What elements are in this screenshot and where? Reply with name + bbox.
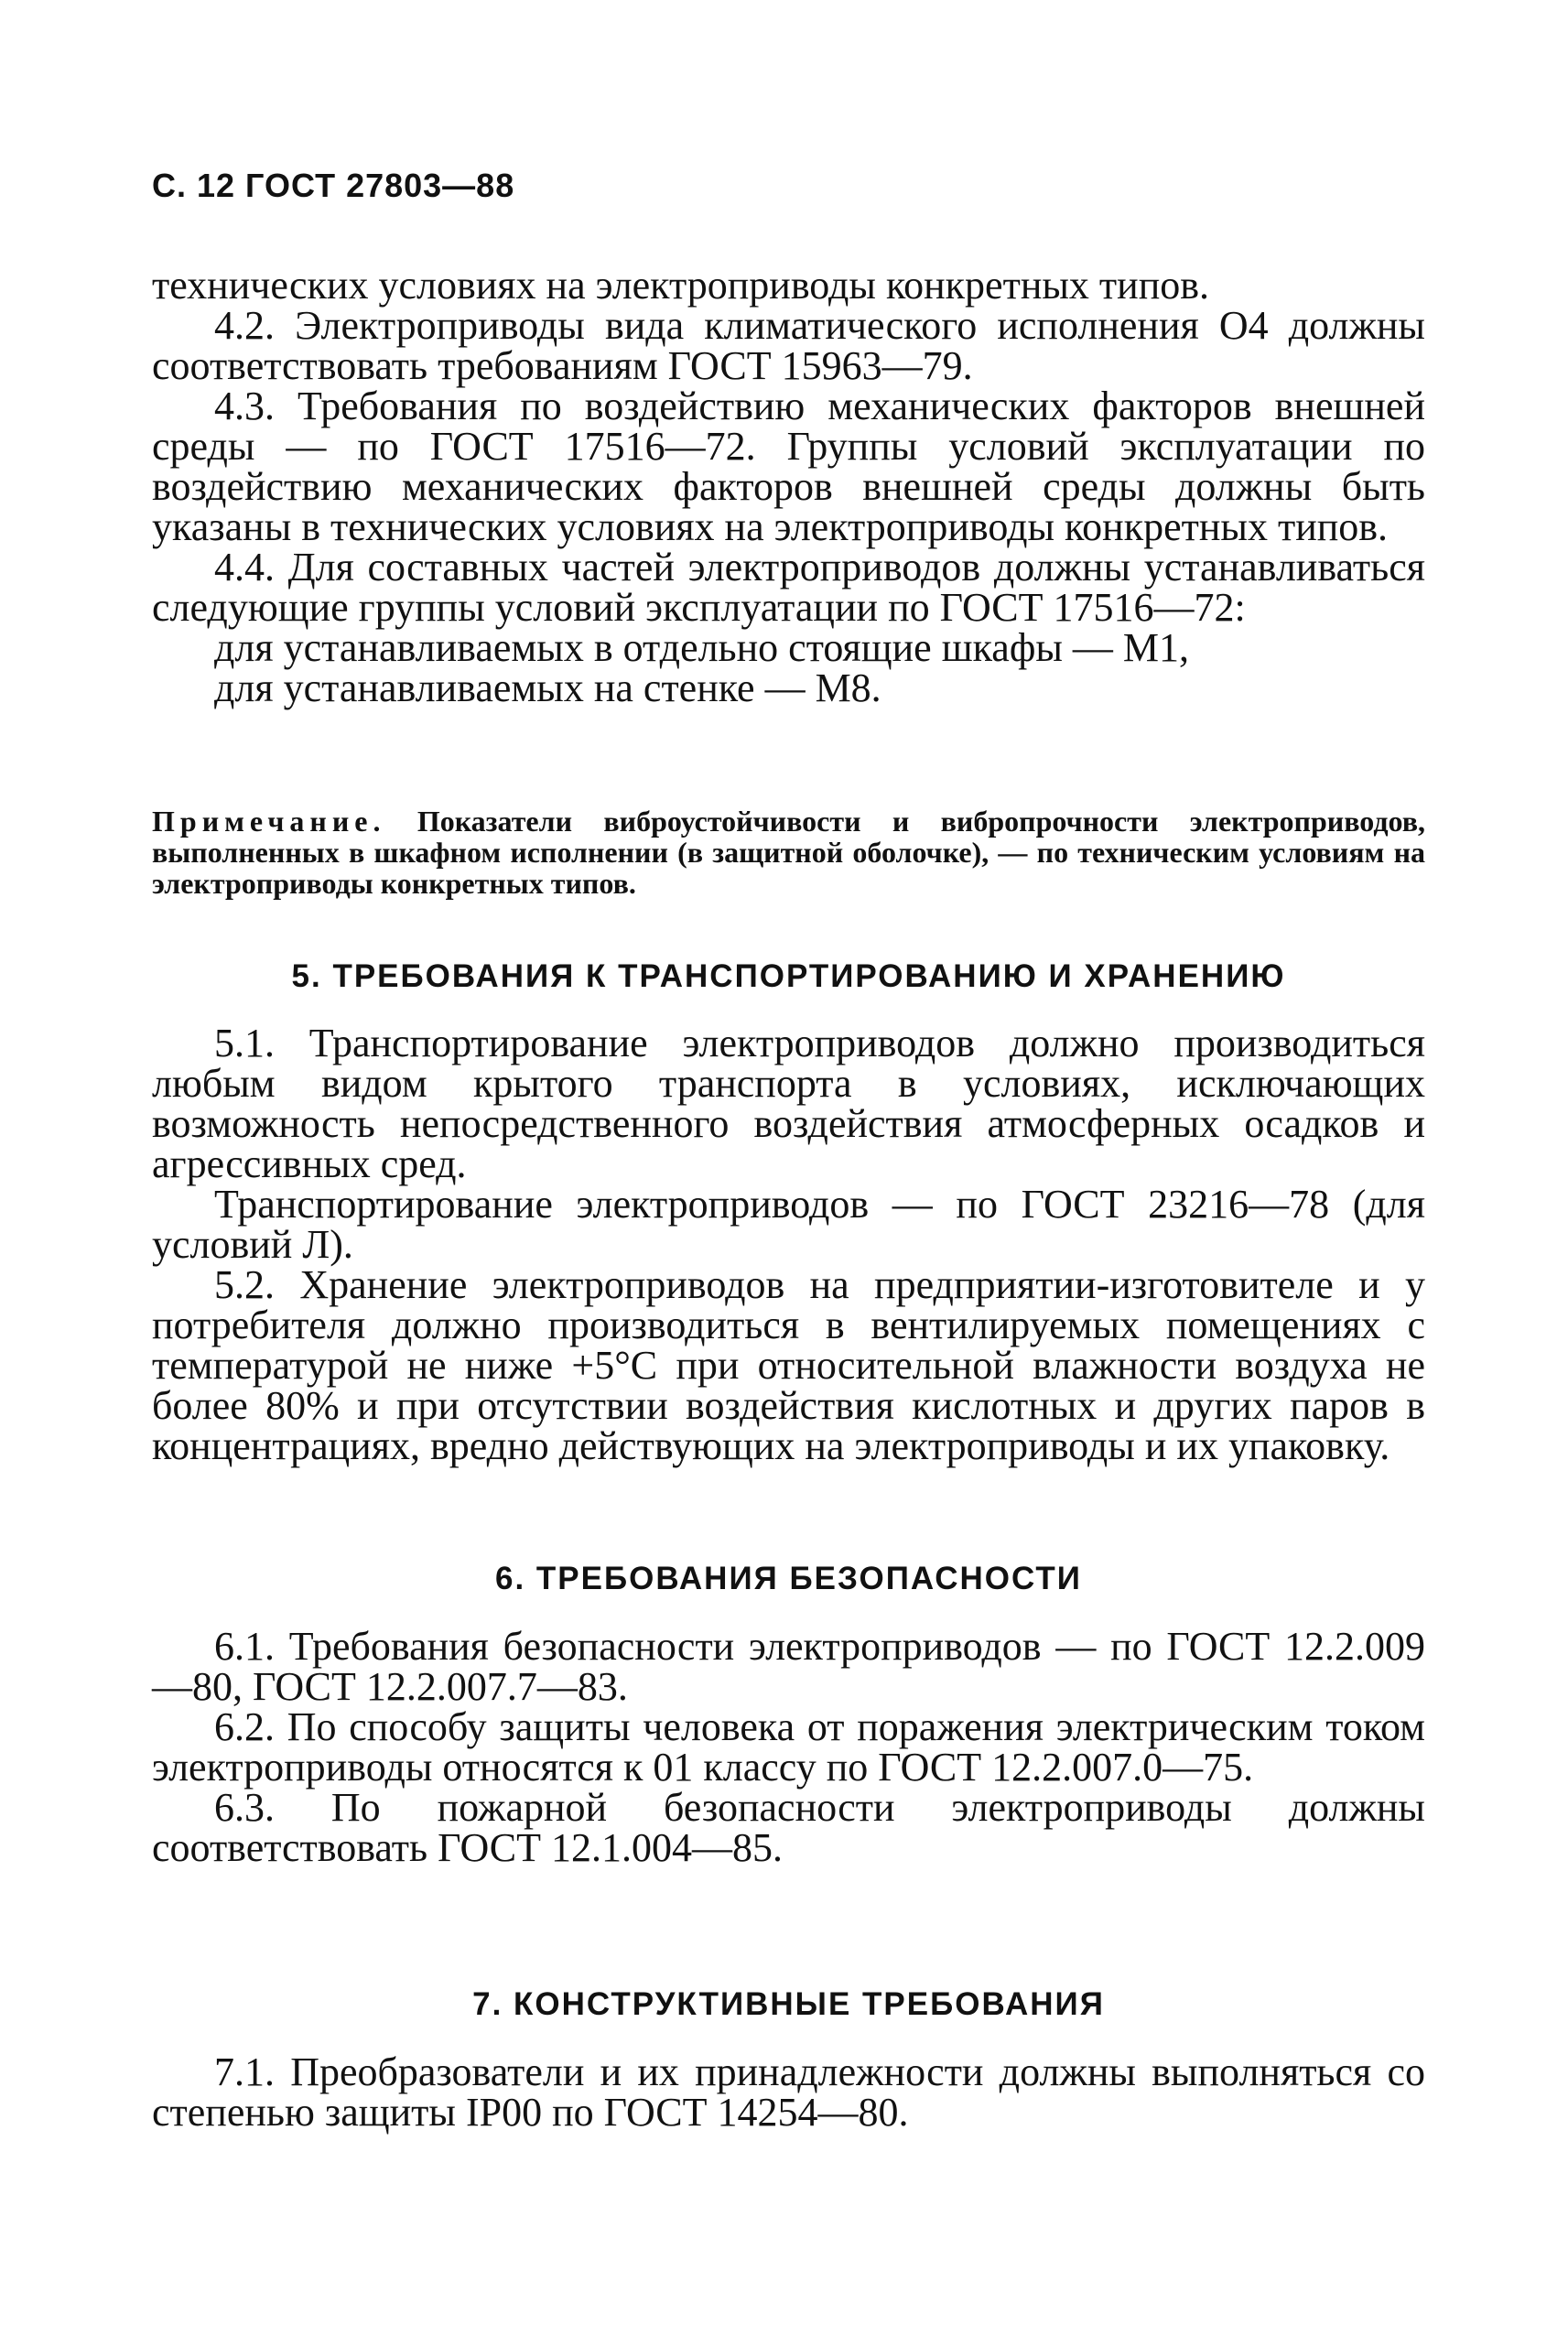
section5-title: 5. ТРЕБОВАНИЯ К ТРАНСПОРТИРОВАНИЮ И ХРАНЕНИЮ <box>291 958 1286 994</box>
paragraph-4-4-item-m1: для устанавливаемых в отдельно стоящие шкафы — М1, <box>214 625 1190 670</box>
note-label: Примечание. <box>152 805 386 838</box>
section4-continuation <box>152 265 1425 708</box>
paragraph-5-1: 5.1. Транспортирование электроприводов должно производиться любым видом крытого транспорта в условиях, исключающих возможность непосредственного воздействия атмосферных осадков и агрессивных сред. <box>152 1021 1425 1186</box>
section6-title: 6. ТРЕБОВАНИЯ БЕЗОПАСНОСТИ <box>495 1561 1082 1596</box>
paragraph-7-1: 7.1. Преобразователи и их принадлежности должны выполняться со степенью защиты IP00 по ГОСТ 14254—80. <box>152 2049 1425 2135</box>
note-text: Показатели виброустойчивости и вибропрочности электроприводов, выполненных в шкафном исполнении (в защитной оболочке), — по техническим условиям на электроприводы конкретных типов. <box>152 805 1426 900</box>
section5-body <box>152 1023 1425 1466</box>
paragraph-4-4-item-m8: для устанавливаемых на стенке — М8. <box>214 665 881 710</box>
page-header: С. 12 ГОСТ 27803—88 <box>152 167 515 204</box>
paragraph-6-3: 6.3. По пожарной безопасности электроприводы должны соответствовать ГОСТ 12.1.004—85. <box>152 1785 1425 1870</box>
paragraph-continuation: технических условиях на электроприводы конкретных типов. <box>152 263 1210 308</box>
paragraph-5-1-transport: Транспортирование электроприводов — по ГОСТ 23216—78 (для условий Л). <box>152 1182 1425 1267</box>
section7-title: 7. КОНСТРУКТИВНЫЕ ТРЕБОВАНИЯ <box>472 1986 1105 2022</box>
paragraph-6-2: 6.2. По способу защиты человека от поражения электрическим током электроприводы относятся к 01 классу по ГОСТ 12.2.007.0—75. <box>152 1704 1425 1790</box>
paragraph-4-2: 4.2. Электроприводы вида климатического исполнения О4 должны соответствовать требованиям ГОСТ 15963—79. <box>152 303 1425 388</box>
paragraph-4-4: 4.4. Для составных частей электроприводов должны устанавливаться следующие группы условий эксплуатации по ГОСТ 17516—72: <box>152 545 1425 630</box>
paragraph-4-3: 4.3. Требования по воздействию механических факторов внешней среды — по ГОСТ 17516—72. Группы условий эксплуатации по воздействию механических факторов внешней среды должны быть указаны в технических условиях на электроприводы конкретных типов. <box>152 384 1425 549</box>
section6-body <box>152 1624 1425 1870</box>
note <box>152 806 1425 899</box>
paragraph-5-2: 5.2. Хранение электроприводов на предприятии-изготовителе и у потребителя должно производиться в вентилируемых помещениях с температурой не ниже +5°С при относительной влажности воздуха не более 80% и при отсутствии воздействия кислотных и других паров в концентрациях, вредно действующих на электроприводы и их упаковку. <box>152 1262 1425 1468</box>
paragraph-6-1: 6.1. Требования безопасности электроприводов — по ГОСТ 12.2.009—80, ГОСТ 12.2.007.7—83. <box>152 1624 1425 1709</box>
section7-body <box>152 2049 1425 2135</box>
